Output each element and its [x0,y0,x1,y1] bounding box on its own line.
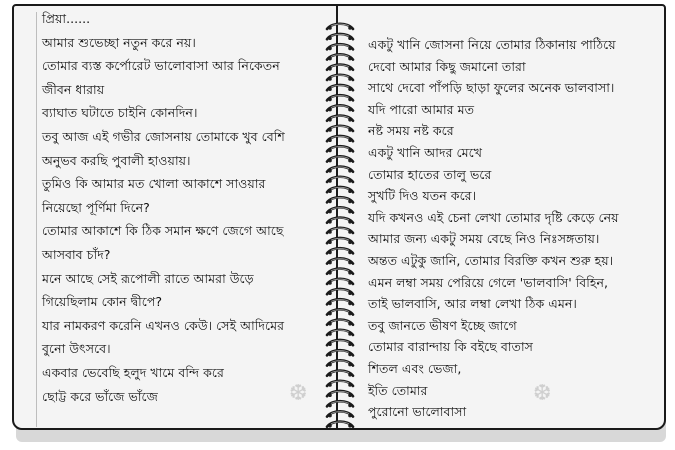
spiral-ring [327,340,353,346]
spiral-ring [327,167,353,173]
spiral-ring [327,248,353,254]
text-line: বুনো উৎসবে। [42,341,111,357]
text-line: একটু খানি আদর মেখে [368,145,482,160]
spiral-ring [327,360,353,366]
text-line: ছোট্ট করে ভাঁজে ভাঁজে [42,388,158,404]
spiral-ring [327,218,353,224]
spiral-ring [327,289,353,295]
text-line: ইতি তোমার [368,382,428,398]
spiral-ring [327,381,353,387]
spiral-ring [327,146,353,152]
right-page [336,4,666,430]
spiral-ring [327,54,353,60]
spiral-ring [327,24,353,30]
spiral-ring [327,411,353,417]
spiral-ring [327,309,353,315]
spiral-ring [327,95,353,101]
spiral-ring [327,391,353,397]
spiral-ring [327,258,353,264]
left-page-text [14,6,340,428]
text-line: তবু আজ এই গভীর জোসনায় তোমাকে খুব বেশি [42,129,285,144]
swirl-watermark-icon: ❆ [533,381,552,406]
spiral-ring [327,401,353,407]
spiral-ring [327,371,353,377]
right-page-text [338,6,664,428]
text-line: সুখটি দিও যতন করে। [368,188,477,204]
text-line: সাথে দেবো পাঁপড়ি ছাড়া ফুলের অনেক ভালবাসা। [368,80,615,96]
spiral-ring [327,207,353,213]
text-line: তোমার হাতের তালু ভরে [368,166,492,182]
spiral-ring [327,320,353,326]
text-line: নষ্ট সময় নষ্ট করে [368,123,454,139]
spiral-ring [327,228,353,234]
spiral-ring [327,177,353,183]
spiral-ring [327,238,353,244]
spiral-ring [327,126,353,132]
text-line: আমার শুভেচ্ছা নতুন করে নয়। [42,34,196,50]
text-line: তুমিও কি আমার মত খোলা আকাশে সাওয়ার [42,176,266,192]
spiral-ring [327,330,353,336]
text-line: তবু জানতে ভীষণ ইচ্ছে জাগে [368,317,517,333]
text-line: যদি কখনও এই চেনা লেখা তোমার দৃষ্টি কেড়ে নেয় [368,209,619,225]
spiral-ring [327,34,353,40]
text-line: তাই ভালবাসি, আর লম্বা লেখা ঠিক এমন। [368,296,577,312]
spiral-ring [327,269,353,275]
spiral-ring [327,65,353,71]
spiral-ring [327,156,353,162]
text-line: তোমার আকাশে কি ঠিক সমান ক্ষণে জেগে আছে [42,223,284,239]
spiral-ring [327,279,353,285]
spiral-ring [327,116,353,122]
text-line: একবার ভেবেছি হলুদ খামে বন্দি করে [42,365,224,380]
spiral-binding-icon [322,0,358,450]
text-line: যদি পারো আমার মত [368,101,475,117]
spiral-ring [327,44,353,50]
spiral-ring [327,197,353,203]
text-line: শিতল এবং ভেজা, [368,361,462,376]
text-line: অনুভব করছি পুবালী হাওয়ায়। [42,152,191,168]
spiral-ring [327,75,353,81]
text-line: জীবন ধারায় [42,81,105,97]
spiral-ring [327,105,353,111]
text-line: তোমার ব্যস্ত কর্পোরেট ভালোবাসা আর নিকেতন [42,58,280,74]
text-line: মনে আছে সেই রূপোলী রাতে আমরা উড়ে [42,270,254,286]
spiral-ring [327,422,353,428]
text-line: আমার জন্য একটু সময় বেছে নিও নিঃসঙ্গতায়। [368,231,600,247]
spiral-ring [327,187,353,193]
text-line: যার নামকরণ করেনি এখনও কেউ। সেই আদিমের [42,317,285,333]
text-line: আসবাব চাঁদ? [42,247,111,262]
text-line: এমন লম্বা সময় পেরিয়ে গেলে 'ভালবাসি' বিহিন, [368,274,609,290]
spiral-ring [327,136,353,142]
swirl-watermark-icon: ❆ [289,381,308,406]
spiral-ring [327,299,353,305]
text-line: একটু খানি জোসনা নিয়ে তোমার ঠিকানায় পাঠিয়ে [368,37,616,52]
spiral-ring [327,85,353,91]
text-line: গিয়েছিলাম কোন দ্বীপে? [42,294,163,310]
text-line: অন্তত এটুকু জানি, তোমার বিরক্তি কখন শুরু হয়। [368,253,614,268]
text-line: ব্যাঘাত ঘটাতে চাইনি কোনদিন। [42,105,198,121]
text-line: তোমার বারান্দায় কি বইছে বাতাস [368,339,533,355]
text-line: পুরোনো ভালোবাসা [368,404,467,420]
left-page [12,4,342,430]
spiral-ring [327,350,353,356]
text-line: দেবো আমার কিছু জমানো তারা [368,58,526,74]
text-line: প্রিয়া...... [42,11,91,26]
text-line: নিয়েছো পূর্ণিমা দিনে? [42,199,150,215]
